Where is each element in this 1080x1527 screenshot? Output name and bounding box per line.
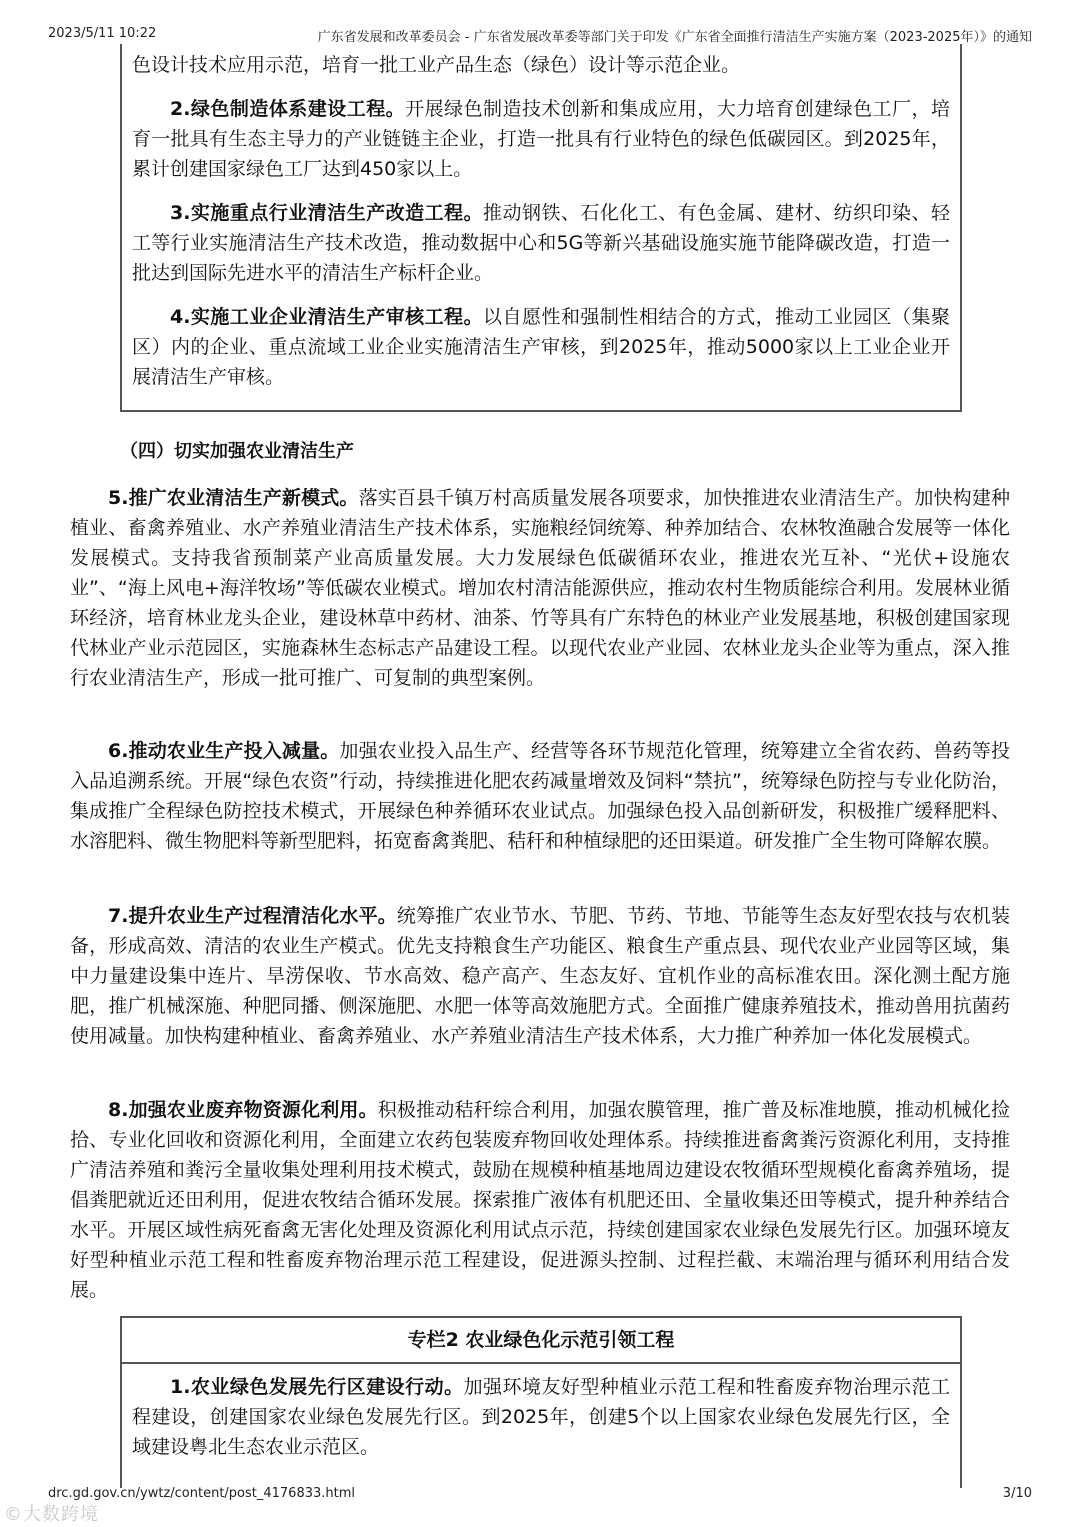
box2-title: 专栏2 农业绿色化示范引领工程 — [122, 1318, 960, 1364]
box1-item-lead: 2.绿色制造体系建设工程。 — [170, 98, 406, 120]
box2-item-lead: 1.农业绿色发展先行区建设行动。 — [170, 1376, 464, 1398]
box1-item-lead: 3.实施重点行业清洁生产改造工程。 — [170, 202, 484, 224]
box1-item — [122, 94, 960, 184]
box1-continuation: 色设计技术应用示范，培育一批工业产品生态（绿色）设计等示范企业。 — [132, 54, 741, 76]
body-paragraph — [70, 483, 1010, 693]
paragraph-lead: 8.加强农业废弃物资源化利用。 — [108, 1099, 378, 1121]
column-box-1-continued — [120, 44, 962, 412]
body-paragraph — [70, 901, 1010, 1051]
paragraph-text: 落实百县千镇万村高质量发展各项要求，加快推进农业清洁生产。加快构建种植业、畜禽养殖业、水产养殖业清洁生产技术体系，实施粮经饲统筹、种养加结合、农林牧渔融合发展等一体化发展模式。支持我省预制菜产业高质量发展。大力发展绿色低碳循环农业，推进农光互补、“光伏+设施农业”、“海上风电+海洋牧场”等低碳农业模式。增加农村清洁能源供应，推动农村生物质能综合利用。发展林业循环经济，培育林业龙头企业，建设林草中药材、油茶、竹等具有广东特色的林业产业发展基地，积极创建国家现代林业产业示范园区，实施森林生态标志产品建设工程。以现代农业产业园、农林业龙头企业等为重点，深入推行农业清洁生产，形成一批可推广、可复制的典型案例。 — [70, 487, 1010, 689]
paragraph-text: 统筹推广农业节水、节肥、节药、节地、节能等生态友好型农技与农机装备，形成高效、清洁的农业生产模式。优先支持粮食生产功能区、粮食生产重点县、现代农业产业园等区域，集中力量建设集中连片、旱涝保收、节水高效、稳产高产、生态友好、宜机作业的高标准农田。深化测土配方施肥，推广机械深施、种肥同播、侧深施肥、水肥一体等高效施肥方式。全面推广健康养殖技术，推动兽用抗菌药使用减量。加快构建种植业、畜禽养殖业、水产养殖业清洁生产技术体系，大力推广种养加一体化发展模式。 — [70, 905, 1010, 1047]
box2-item — [122, 1372, 960, 1462]
paragraph-lead: 5.推广农业清洁生产新模式。 — [108, 487, 359, 509]
print-datetime: 2023/5/11 10:22 — [48, 26, 157, 41]
paragraph-text: 积极推动秸秆综合利用，加强农膜管理，推广普及标准地膜，推动机械化捡拾、专业化回收和资源化利用，全面建立农药包装废弃物回收处理体系。持续推进畜禽粪污资源化利用，支持推广清洁养殖和粪污全量收集处理利用技术模式，鼓励在规模种植基地周边建设农牧循环型规模化畜禽养殖场，提倡粪肥就近还田利用，促进农牧结合循环发展。探索推广液体有机肥还田、全量收集还田等模式，提升种养结合水平。开展区域性病死畜禽无害化处理及资源化利用试点示范，持续创建国家农业绿色发展先行区。加强环境友好型种植业示范工程和牲畜废弃物治理示范工程建设，促进源头控制、过程拦截、末端治理与循环利用结合发展。 — [70, 1099, 1010, 1301]
box1-item-text: 开展绿色制造技术创新和集成应用，大力培育创建绿色工厂，培育一批具有生态主导力的产业链链主企业，打造一批具有行业特色的绿色低碳园区。到2025年，累计创建国家绿色工厂达到450家以上。 — [132, 98, 950, 180]
body-paragraph — [70, 1095, 1010, 1305]
box2-item-text: 加强环境友好型种植业示范工程和牲畜废弃物治理示范工程建设，创建国家农业绿色发展先行区。到2025年，创建5个以上国家农业绿色发展先行区，全域建设粤北生态农业示范区。 — [132, 1376, 950, 1458]
box1-item — [122, 302, 960, 392]
box1-item-text: 推动钢铁、石化化工、有色金属、建材、纺织印染、轻工等行业实施清洁生产技术改造，推动数据中心和5G等新兴基础设施实施节能降碳改造，打造一批达到国际先进水平的清洁生产标杆企业。 — [132, 202, 950, 284]
box1-item — [122, 198, 960, 288]
page-footer — [48, 1486, 1032, 1506]
box1-item-text: 以自愿性和强制性相结合的方式，推动工业园区（集聚区）内的企业、重点流域工业企业实施清洁生产审核，到2025年，推动5000家以上工业企业开展清洁生产审核。 — [132, 306, 950, 388]
paragraph-lead: 7.提升农业生产过程清洁化水平。 — [108, 905, 397, 927]
paragraph-text: 加强农业投入品生产、经营等各环节规范化管理，统筹建立全省农药、兽药等投入品追溯系统。开展“绿色农资”行动，持续推进化肥农药减量增效及饲料“禁抗”，统筹绿色防控与专业化防治，集成推广全程绿色防控技术模式，开展绿色种养循环农业试点。加强绿色投入品创新研发，积极推广缓释肥料、水溶肥料、微生物肥料等新型肥料，拓宽畜禽粪肥、秸秆和种植绿肥的还田渠道。研发推广全生物可降解农膜。 — [70, 740, 1010, 852]
paragraph-lead: 6.推动农业生产投入减量。 — [108, 740, 340, 762]
section-heading: （四）切实加强农业清洁生产 — [120, 441, 354, 462]
column-box-2 — [120, 1316, 962, 1488]
print-page-title: 广东省发展和改革委员会 - 广东省发展改革委等部门关于印发《广东省全面推行清洁生产实施方案（2023-2025年）》的通知 — [317, 30, 1032, 45]
watermark-logo: ©大数跨境 — [4, 1504, 99, 1525]
body-paragraph — [70, 736, 1010, 856]
page-url-link[interactable]: drc.gd.gov.cn/ywtz/content/post_4176833.html — [48, 1486, 356, 1501]
box1-item-lead: 4.实施工业企业清洁生产审核工程。 — [170, 306, 484, 328]
page-number: 3/10 — [1002, 1486, 1032, 1501]
page-header — [48, 26, 1032, 46]
